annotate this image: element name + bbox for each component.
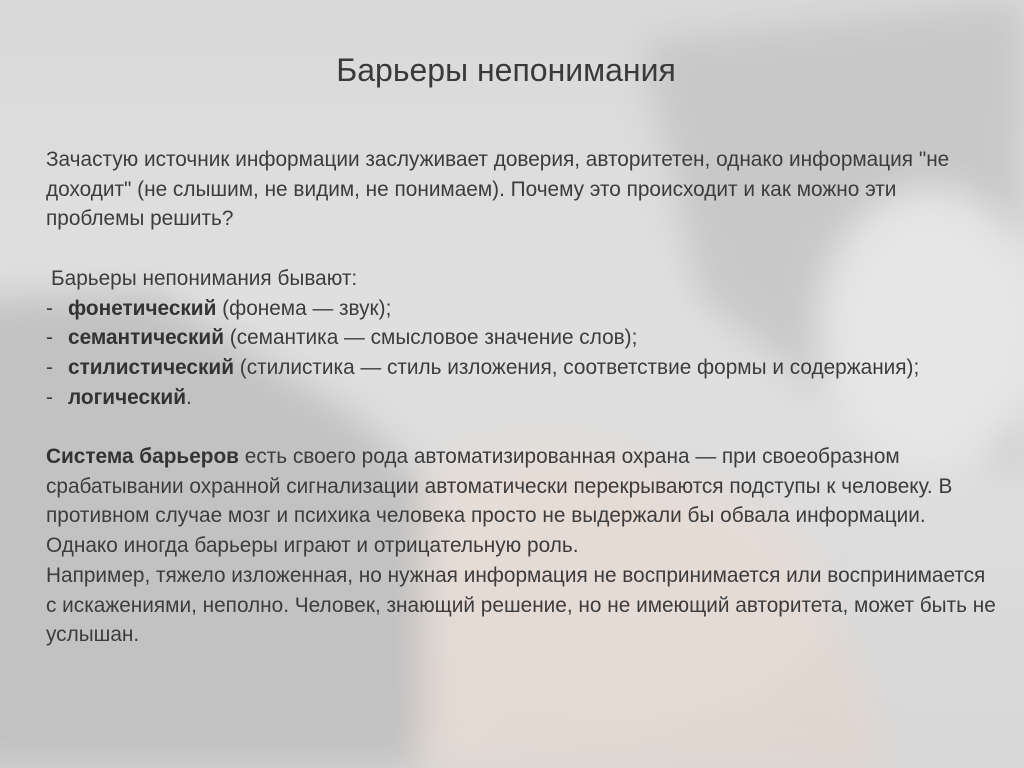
example-paragraph: Например, тяжело изложенная, но нужная информация не воспринимается или воспринимается с искажениями, неполно. Человек, знающий решение, но не имеющий авторитета, может быть не услышан. xyxy=(46,563,996,647)
barrier-description: . xyxy=(186,385,192,409)
barrier-description: (семантика — смысловое значение слов); xyxy=(223,326,638,350)
system-text: есть своего рода автоматизированная охрана — при своеобразном срабатывании охранной сигнализации автоматически перекрываются подступы к человеку. В противном случае мозг и психика человека просто не выдержали бы обвала информации. Однако иногда барьеры играют и отрицательную роль. xyxy=(46,445,953,558)
list-dash: - xyxy=(46,326,53,350)
list-dash: - xyxy=(46,355,53,379)
spacer xyxy=(46,234,996,264)
barrier-term: фонетический xyxy=(68,296,217,320)
intro-paragraph: Зачастую источник информации заслуживает доверия, авторитетен, однако информация "не доходит" (не слышим, не видим, не понимаем). Почему это происходит и как можно эти проблемы решить? xyxy=(46,148,950,231)
list-heading: Барьеры непонимания бывают: xyxy=(51,266,358,290)
slide-body xyxy=(46,145,996,650)
barrier-term: семантический xyxy=(68,326,224,350)
barrier-term: стилистический xyxy=(68,355,234,379)
barrier-item-stylistic xyxy=(46,353,996,383)
barrier-description: (фонема — звук); xyxy=(216,296,392,320)
spacer xyxy=(46,412,996,442)
barrier-item-semantic xyxy=(46,323,996,353)
list-dash: - xyxy=(46,385,53,409)
barrier-item-phonetic xyxy=(46,294,996,324)
barrier-item-logical xyxy=(46,383,996,413)
barrier-term: логический xyxy=(68,385,186,409)
system-term: Система барьеров xyxy=(46,445,239,468)
list-dash: - xyxy=(46,296,53,320)
system-paragraph xyxy=(46,442,996,561)
slide-title: Барьеры непонимания xyxy=(336,52,676,88)
barrier-description: (стилистика — стиль изложения, соответствие формы и содержания); xyxy=(233,355,920,379)
